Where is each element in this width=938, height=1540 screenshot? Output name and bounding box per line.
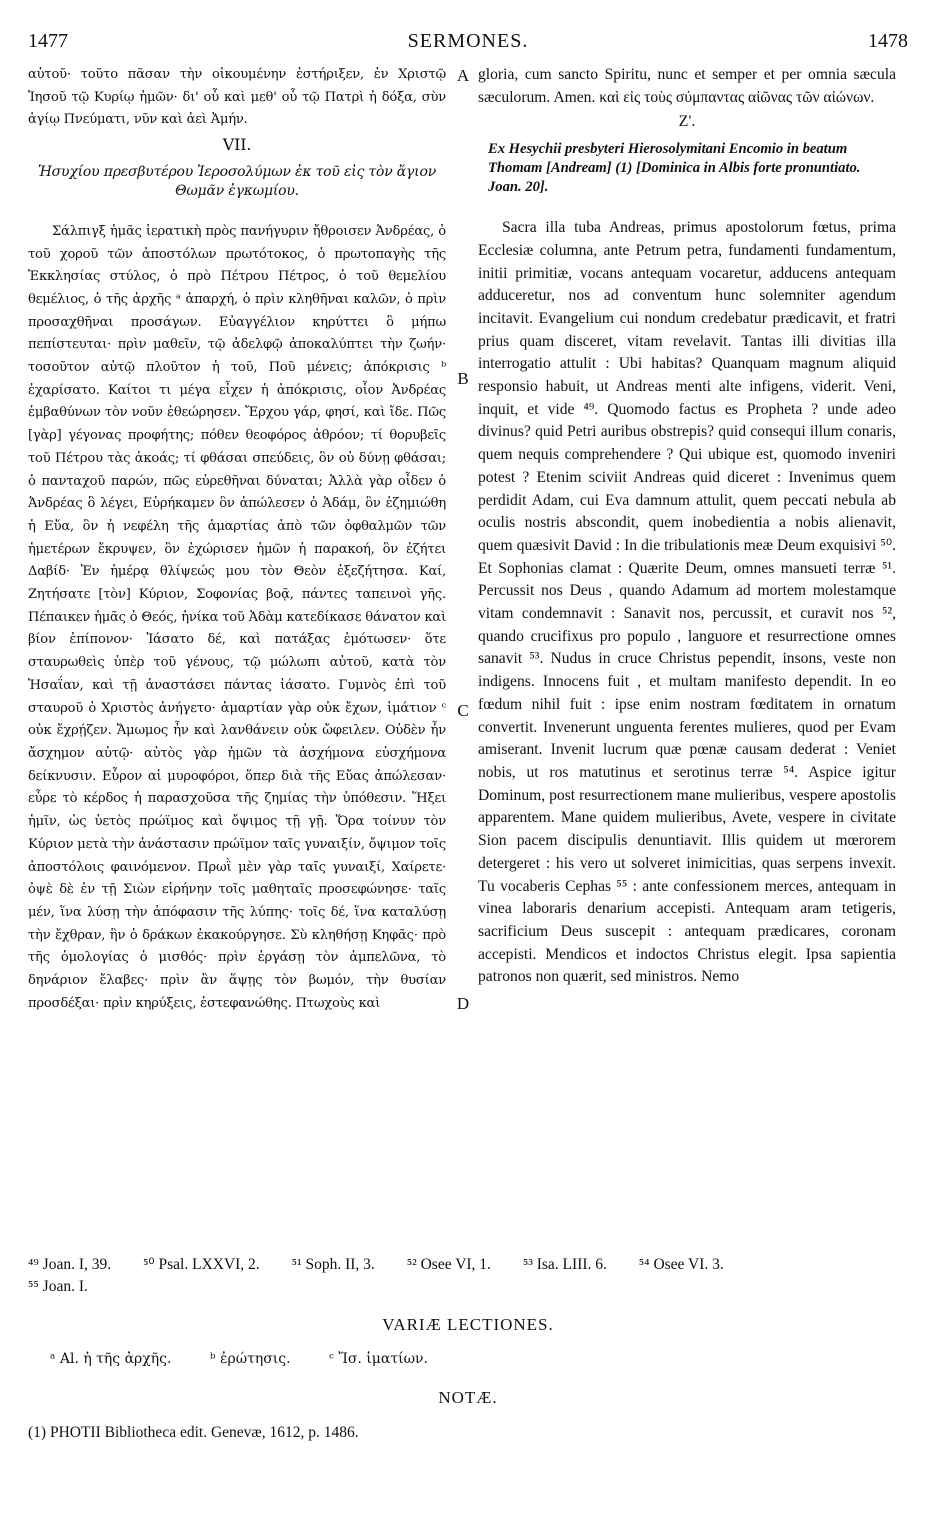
footnote: ⁵⁵ Joan. I. bbox=[28, 1278, 88, 1295]
column-number-right: 1478 bbox=[868, 30, 908, 52]
variant-reading: ᵇ ἐρώτησις. bbox=[209, 1351, 291, 1367]
greek-body: Σάλπιγξ ἡμᾶς ἱερατικὴ πρὸς πανήγυριν ἤθροισεν Ἀνδρέας, ὁ τοῦ χοροῦ τῶν ἀποστόλων πρωτότοκος, ὁ πρωτοπαγὴς τῆς Ἐκκλησίας στύλος, ὁ πρὸ Πέτρου Πέτρος, ὁ τοῦ θεμελίου θεμέλιος, ὁ τῆς ἀρχῆς ᵃ ἀπαρχή, ὁ πρὶν κληθῆναι καλῶν, ὁ πρὶν προσαχθῆναι προσάγων. Εὐαγγέλιον κηρύττει ὃ μήπω πεπίστευται· πρὶν μαθεῖν, τῷ ἀδελφῷ ἀποκαλύπτει τὴν ζωήν· τοσοῦτον αὐτῷ πλοῦτον ἡ τοῦ, Ποῦ μένεις; ἀπόκρισις ᵇ ἐχαρίσατο. Καίτοι τι μέγα εἶχεν ἡ ἀπόκρισις, οἷον Ἀνδρέας ἐμβαθύνων τὸν νοῦν ἐθεώρησεν. Ἔρχου γάρ, φησί, καὶ ἴδε. Πῶς [γὰρ] γέγονας προφήτης; πόθεν θεοφόρος ἀθρόον; τί θορυβεῖς τοῦ Πέτρου τὰς ἀκοάς; τί φθάσαι σπεύδεις, ὃν οὐ δύνῃ φθάσαι; ὁ πανταχοῦ παρών, πῶς εὑρεθῆναι δύναται; Ἀλλὰ γὰρ οἶδεν ὁ Ἀνδρέας ὃ λέγει, Εὑρήκαμεν ὃν ἀπώλεσεν ὁ Ἀδάμ, ὃν ἐζημιώθη ἡ Εὔα, ὃν ἡ νεφέλη τῆς ἁμαρτίας ἀπὸ τῶν ὀφθαλμῶν τῶν ἡμετέρων ἔκρυψεν, ὃν ἐχώρισεν ἡμῶν ἡ παρακοή, ὃν ἐζήτει Δαβίδ· Ἐν ἡμέρᾳ θλίψεώς μου τὸν Θεὸν ἐξεζήτησα. Καί, Ζητήσατε [τὸν] Κύριον, Σοφονίας βοᾷ, πάντες ταπεινοὶ γῆς. Πέπαικεν ἡμᾶς ὁ Θεός, ἡνίκα τοῦ Ἀδὰμ κατεδίκασε θάνατον καὶ βίον ἐπίπονον· Ἰάσατο δέ, καὶ πατάξας ἐμότωσεν· ὅτε σταυρωθεὶς ὑπὲρ τοῦ γένους, τῷ μώλωπι αὐτοῦ, κατὰ τὸν Ἡσαΐαν, καὶ τῇ ἀναστάσει πάντας ἰάσατο. Γυμνὸς ἐπὶ τοῦ σταυροῦ ὁ Χριστὸς ἀνήγετο· ἁμαρτίαν γὰρ οὐκ ἔχων, ἱμάτιον ᶜ οὐκ ἔχρῄζεν. Ἄμωμος ἦν καὶ λανθάνειν οὐκ ὤφειλεν. Οὐδὲν ἦν ἄσχημον αὐτῷ· αὐτὸς γὰρ ἡμῶν τὰ ἀσχήμονα εὐσχήμονα δείκνυσιν. Εὗρον αἱ μυροφόροι, ὅπερ διὰ τῆς Εὔας ἀπώλεσαν· εὗρε τὸ κέρδος ἡ παρασχοῦσα τῆς ζημίας τὴν ὑπόθεσιν. Ἥξει ἡμῖν, ὡς ὑετὸς πρώϊμος καὶ ὄψιμος τῇ γῇ. Ὅρα τοίνυν τὸν Κύριον μετὰ τὴν ἀνάστασιν πρώϊμον ταῖς γυναιξίν, ὄψιμον τοῖς ἀποστόλοις φαινόμενον. Πρωῒ μὲν γὰρ ταῖς γυναιξί, Χαίρετε· ὀψὲ δὲ ἐν τῇ Σιὼν εἰρήνην τοῖς μαθηταῖς προσεφώνησε· ταῖς μέν, ἵνα λύσῃ τὴν ἀπόφασιν τῆς λύπης· τοῖς δέ, ἵνα καταλύσῃ τὴν ἔχθραν, ἣν ὁ δράκων ἐκακούργησε. Σὺ κληθήσῃ Κηφᾶς· πρὸ τῆς ὁμολογίας ὁ μισθός· πρὶν ἐργάσῃ τὸν ἀμπελῶνα, τὸ δηνάριον ἔλαβες· πρὶν ἂν ἅψῃς τὸν βωμόν, τὴν θυσίαν προσδέξαι· πρὶν κηρύξεις, ἐστεφανώθης. Πτωχοὺς καὶ bbox=[28, 223, 447, 1011]
greek-column bbox=[28, 64, 446, 1015]
greek-section-title: Ἡσυχίου πρεσβυτέρου Ἱεροσολύμων ἐκ τοῦ εἰς τὸν ἅγιον Θωμᾶν ἐγκωμίου. bbox=[37, 163, 437, 199]
greek-intro: αὐτοῦ· τοῦτο πᾶσαν τὴν οἰκουμένην ἐστήριξεν, ἐν Χριστῷ Ἰησοῦ τῷ Κυρίῳ ἡμῶν· δι' οὗ καὶ μεθ' οὗ τῷ Πατρὶ ἡ δόξα, σὺν ἁγίῳ Πνεύματι, νῦν καὶ ἀεὶ Ἀμήν. bbox=[28, 67, 446, 128]
margin-letter-c: C bbox=[457, 701, 469, 720]
footnotes bbox=[28, 1254, 908, 1298]
column-number-left: 1477 bbox=[28, 30, 68, 52]
footnote: ⁵³ Isa. LIII. 6. bbox=[522, 1256, 607, 1273]
variae-lectiones bbox=[50, 1351, 908, 1367]
latin-column bbox=[478, 64, 896, 989]
greek-section-number: VII. bbox=[222, 135, 252, 155]
running-title: SERMONES. bbox=[407, 30, 529, 52]
latin-section-title: Ex Hesychii presbyteri Hierosolymitani Encomio in beatum Thomam [Andream] (1) [Dominica in Albis forte pronuntiato. Joan. 20]. bbox=[488, 141, 861, 196]
variant-reading: ᵃ Al. ἡ τῆς ἀρχῆς. bbox=[50, 1351, 172, 1367]
notae-heading: NOTÆ. bbox=[438, 1388, 498, 1407]
footnote: ⁴⁹ Joan. I, 39. bbox=[28, 1256, 112, 1273]
footnote: ⁵¹ Soph. II, 3. bbox=[291, 1256, 375, 1273]
margin-letter-d: D bbox=[456, 994, 470, 1013]
variant-reading: ᶜ Ἴσ. ἱματίων. bbox=[329, 1351, 428, 1367]
footnote: ⁵⁴ Osee VI. 3. bbox=[638, 1256, 724, 1273]
margin-letter-b: B bbox=[457, 369, 469, 388]
notae-text: (1) PHOTII Bibliotheca edit. Genevæ, 1612, p. 1486. bbox=[28, 1424, 359, 1441]
latin-intro: gloria, cum sancto Spiritu, nunc et semper et per omnia sæcula sæculorum. Amen. καὶ εἰς τοὺς σύμπαντας αἰῶνας τῶν αἰώνων. bbox=[478, 66, 896, 106]
footnote: ⁵² Osee VI, 1. bbox=[406, 1256, 491, 1273]
latin-section-number: Ζ'. bbox=[678, 113, 696, 131]
page-header bbox=[28, 30, 908, 54]
footnote: ⁵⁰ Psal. LXXVI, 2. bbox=[143, 1256, 260, 1273]
margin-letter-a: A bbox=[456, 66, 470, 85]
variae-lectiones-heading: VARIÆ LECTIONES. bbox=[382, 1315, 554, 1334]
latin-body: Sacra illa tuba Andreas, primus apostolorum fœtus, prima Ecclesiæ columna, ante Petrum petra, fundamenti fundamentum, initii primitiæ, vocans antequam vocaretur, adducens antequam adduceretur, nos ad conventum hunc solemniter agendum incitavit. Evangelium cui nondum credebatur prædicavit, et fratri prius quam disceret, vitam revelavit. Tantas illi divitias illa interrogatio attulit : Ubi habitas? Quanquam magnum aliquid responsio habuit, ut Andreas menti alte infigens, viderit. Veni, inquit, et vide ⁴⁹. Quomodo factus es Propheta ? unde adeo divinus? quid Petri auribus obstrepis? quid consequi illum conaris, quem nequis comprehendere ? Qui ubique est, quomodo inveniri potest ? Etenim sciviit Andreas quid diceret : Invenimus quem perdidit Adam, cui Eva damnum attulit, quem peccati nebula ab oculis nostris abscondit, quem inobedientia a nobis alienavit, quem quæsivit David : In die tribulationis meæ Deum exquisivi ⁵⁰. Et Sophonias clamat : Quærite Deum, omnes mansueti terræ ⁵¹. Percussit nos Deus , quando Adamum ad mortem molestamque vitam condemnavit : Sanavit nos, percussit, et curavit nos ⁵², quando crucifixus pro populo , languore et resurrectione omnes sanavit ⁵³. Nudus in cruce Christus pependit, insons, veste non indigens. Innocens fuit , et multam manifesto dependit. In eo fœdum nihil fuit : ipse enim nostram fœditatem in ornatum convertit. Invenerunt unguenta ferentes mulieres, quod per Evam amiserant. Invenit lucrum quæ pœnæ causam dederat : Veniet nobis, ut ros matutinus et serotinus terræ ⁵⁴. Aspice igitur Dominum, post resurrectionem mane mulieribus, vespere apostolis apparentem. Mane quidem mulieribus, Avete, vespere in civitate Sion pacem discipulis denuntiavit. Illis quidem ut mœrorem detergeret : his vero ut solveret inimicitias, quas serpens invexit. Tu vocaberis Cephas ⁵⁵ : ante confessionem merces, antequam in vinea laboraris denarium accepisti. Antequam aram tetigeris, sacrificium Deus suscepit : antequam prædicares, coronam accepisti. Mendicos et indoctos Christus elegit. Ipsa sapientia patronos non quærit, sed ministros. Nemo bbox=[478, 219, 896, 986]
